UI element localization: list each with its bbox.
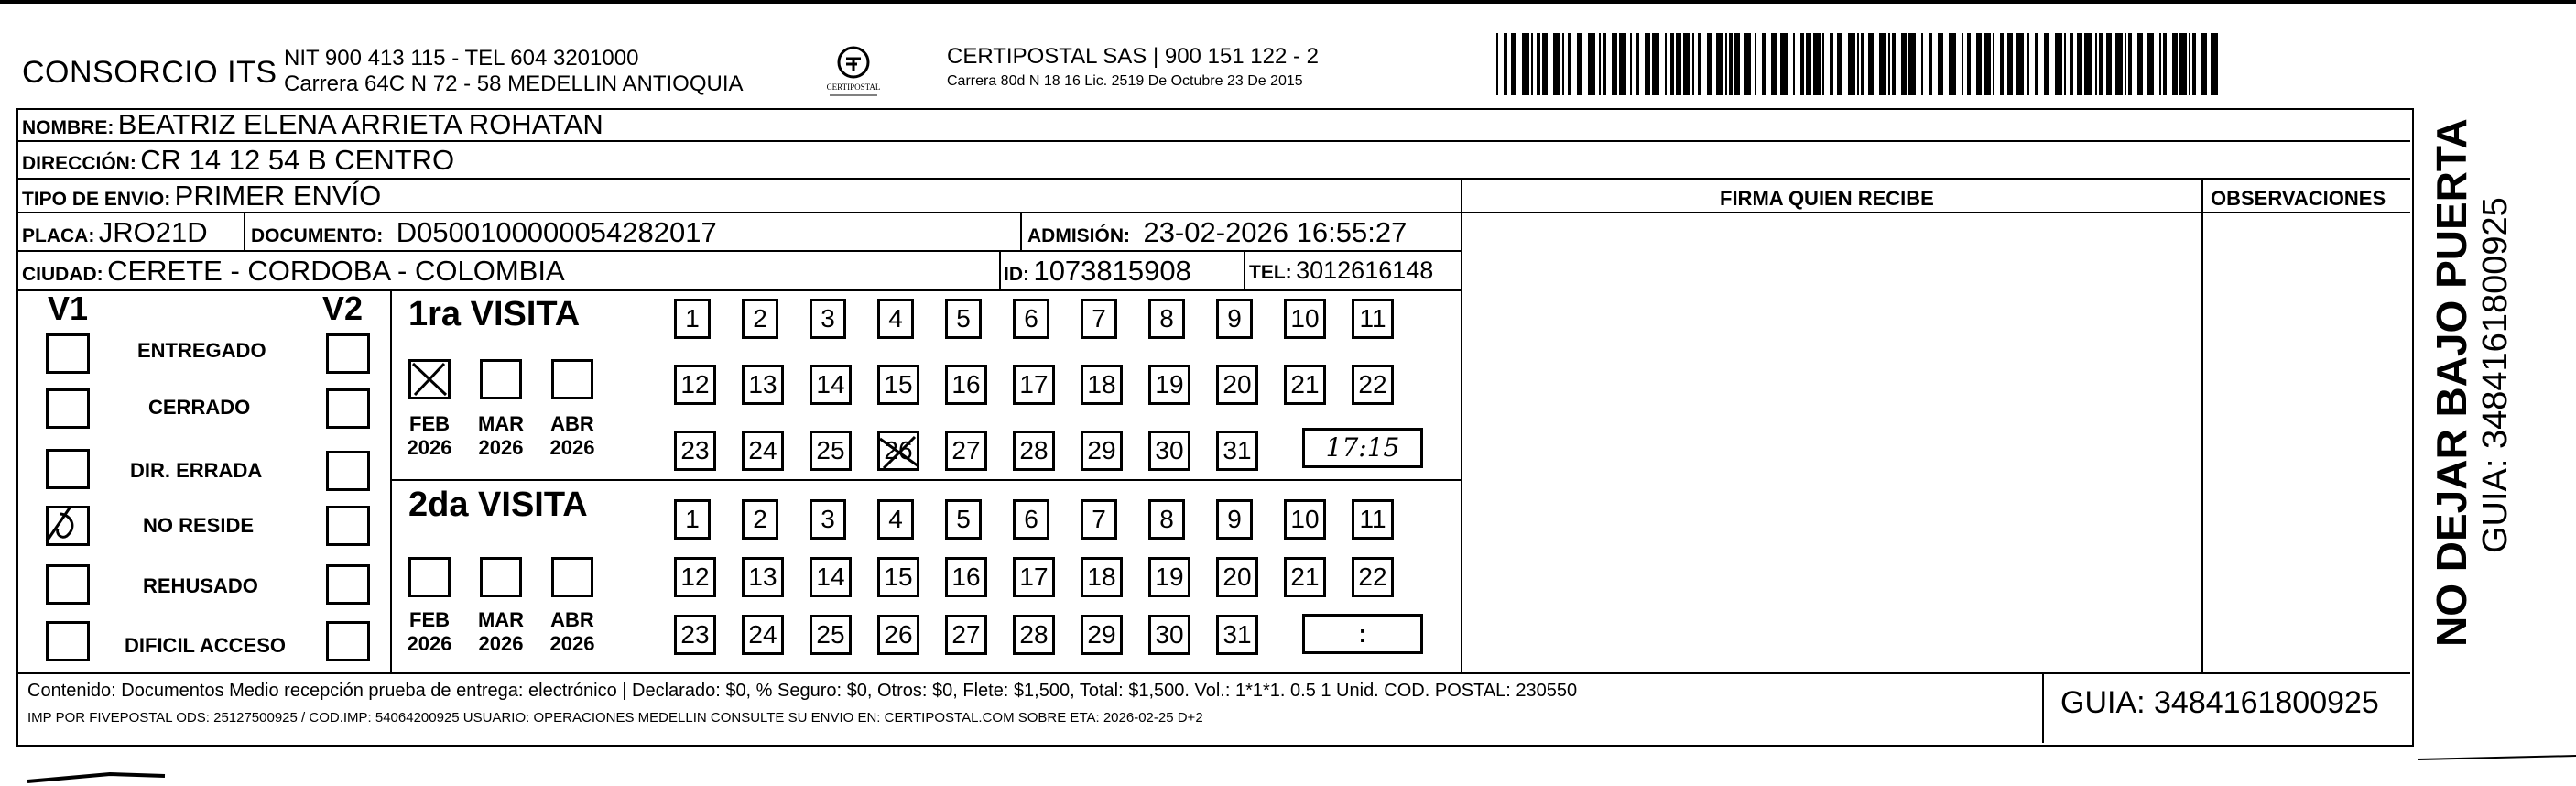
barcode-bar	[1780, 33, 1788, 95]
visit2-day-27[interactable]: 27	[945, 615, 987, 655]
barcode-bar	[1665, 33, 1667, 95]
barcode-bar	[1861, 33, 1864, 95]
visit1-month-abr-label: ABR 2026	[549, 412, 595, 459]
v2-header: V2	[322, 289, 364, 327]
v2-no-reside-checkbox[interactable]	[326, 506, 370, 546]
barcode-bar	[1725, 33, 1727, 95]
barcode-bar	[2077, 33, 2082, 95]
documento-label: DOCUMENTO:	[251, 225, 384, 246]
barcode-bar	[2007, 33, 2013, 95]
barcode-bar	[1496, 33, 1498, 95]
visit1-day-28[interactable]: 28	[1013, 431, 1055, 471]
barcode-bar	[1612, 33, 1617, 95]
visit1-day-27[interactable]: 27	[945, 431, 987, 471]
barcode-bar	[2055, 33, 2062, 95]
visit1-day-31[interactable]: 31	[1216, 431, 1258, 471]
status-label-no-reside: NO RESIDE	[143, 514, 255, 537]
barcode-bar	[1837, 33, 1842, 95]
visit2-day-7[interactable]: 7	[1081, 499, 1117, 540]
visit2-day-19[interactable]: 19	[1148, 557, 1190, 597]
visit1-day-12[interactable]: 12	[674, 365, 716, 405]
v1-no-reside-checkbox[interactable]	[46, 506, 90, 546]
barcode-bar	[1603, 33, 1606, 95]
barcode-bar	[2163, 33, 2167, 95]
barcode-bar	[2192, 33, 2196, 95]
barcode-bar	[1698, 33, 1701, 95]
visit2-day-12[interactable]: 12	[674, 557, 716, 597]
barcode-bar	[2189, 33, 2190, 95]
visit1-day-15[interactable]: 15	[877, 365, 919, 405]
visit1-time-field[interactable]: 17:15	[1302, 428, 1423, 468]
visit1-day-14[interactable]: 14	[810, 365, 852, 405]
barcode-bar	[1993, 33, 1994, 95]
v2-cerrado-checkbox[interactable]	[326, 388, 370, 429]
nombre-row	[22, 108, 603, 141]
side-notice: NO DEJAR BAJO PUERTA	[2428, 118, 2475, 647]
visit1-day-25[interactable]: 25	[810, 431, 852, 471]
visit2-day-22[interactable]: 22	[1352, 557, 1394, 597]
barcode-bar	[1652, 33, 1659, 95]
direccion-value: CR 14 12 54 B CENTRO	[140, 144, 455, 176]
barcode-bar	[1744, 33, 1751, 95]
v2-dir-errada-checkbox[interactable]	[326, 451, 370, 491]
visit1-day-22[interactable]: 22	[1352, 365, 1394, 405]
barcode-bar	[2044, 33, 2049, 95]
visit2-day-24[interactable]: 24	[742, 615, 784, 655]
handwritten-check-mark	[43, 501, 89, 547]
visit2-day-23[interactable]: 23	[674, 615, 716, 655]
barcode-bar	[1857, 33, 1859, 95]
barcode-bar	[1868, 33, 1874, 95]
id-value: 1073815908	[1033, 255, 1191, 287]
barcode-bar	[1771, 33, 1777, 95]
admision-cell	[1027, 216, 1407, 249]
status-label-entregado: ENTREGADO	[137, 339, 266, 362]
direccion-label: DIRECCIÓN:	[22, 153, 136, 174]
visit1-day-4[interactable]: 4	[877, 299, 914, 339]
barcode-bar	[1888, 33, 1890, 95]
visit1-month-feb-label: FEB 2026	[407, 412, 452, 459]
visit2-day-5[interactable]: 5	[945, 499, 982, 540]
firma-header: FIRMA QUIEN RECIBE	[1720, 187, 1934, 210]
barcode-bar	[1553, 33, 1560, 95]
visit1-month-abr-checkbox[interactable]	[551, 359, 593, 399]
barcode-bar	[1630, 33, 1632, 95]
barcode-bar	[1879, 33, 1886, 95]
visit2-day-11[interactable]: 11	[1352, 499, 1394, 540]
placa-value: JRO21D	[98, 216, 208, 248]
visit2-day-9[interactable]: 9	[1216, 499, 1253, 540]
barcode-bar	[2000, 33, 2004, 95]
barcode-bar	[1921, 33, 1923, 95]
barcode-bar	[1537, 33, 1540, 95]
visit1-day-30[interactable]: 30	[1148, 431, 1190, 471]
visit2-month-feb-label: FEB 2026	[407, 608, 452, 655]
nombre-label: NOMBRE:	[22, 117, 114, 138]
visit1-day-17[interactable]: 17	[1013, 365, 1055, 405]
visit2-day-1[interactable]: 1	[674, 499, 711, 540]
tipo-label: TIPO DE ENVIO:	[22, 189, 171, 210]
barcode-bar	[1707, 33, 1712, 95]
visit1-day-6[interactable]: 6	[1013, 299, 1049, 339]
visit2-day-20[interactable]: 20	[1216, 557, 1258, 597]
visit1-day-8[interactable]: 8	[1148, 299, 1185, 339]
v2-entregado-checkbox[interactable]	[326, 333, 370, 374]
barcode-bar	[2159, 33, 2161, 95]
status-label-rehusado: REHUSADO	[143, 574, 258, 597]
barcode-bar	[1984, 33, 1991, 95]
v1-rehusado-checkbox[interactable]	[46, 564, 90, 605]
visit2-day-25[interactable]: 25	[810, 615, 852, 655]
visit2-month-mar-label: MAR 2026	[477, 608, 525, 655]
visit2-month-abr-checkbox[interactable]	[551, 557, 593, 597]
barcode-bar	[1636, 33, 1639, 95]
status-label-cerrado: CERRADO	[148, 396, 251, 419]
ciudad-cell	[22, 255, 565, 288]
barcode-bar	[2016, 33, 2024, 95]
visit2-day-3[interactable]: 3	[810, 499, 846, 540]
scan-edge	[0, 747, 2576, 786]
admision-label: ADMISIÓN:	[1027, 225, 1130, 246]
visit1-day-11[interactable]: 11	[1352, 299, 1394, 339]
top-edge-line	[0, 0, 2576, 4]
id-label: ID:	[1004, 264, 1029, 285]
v1-dir-errada-checkbox[interactable]	[46, 449, 90, 489]
v2-dificil-acceso-checkbox[interactable]	[326, 621, 370, 661]
v1-cerrado-checkbox[interactable]	[46, 388, 90, 429]
v1-header: V1	[48, 289, 89, 327]
barcode-bar	[1577, 33, 1582, 95]
tel-cell	[1249, 257, 1433, 285]
barcode-bar	[1908, 33, 1916, 95]
barcode-bar	[1813, 33, 1821, 95]
visit2-day-21[interactable]: 21	[1284, 557, 1326, 597]
barcode-bar	[2125, 33, 2126, 95]
carrier-line: CERTIPOSTAL SAS | 900 151 122 - 2	[947, 44, 1319, 69]
tel-value: 3012616148	[1296, 257, 1434, 284]
barcode-bar	[1822, 33, 1824, 95]
barcode-bar	[1676, 33, 1681, 95]
barcode-bar	[1892, 33, 1896, 95]
barcode-bar	[1762, 33, 1766, 95]
ciudad-value: CERETE - CORDOBA - COLOMBIA	[107, 255, 565, 287]
barcode-bar	[1683, 33, 1690, 95]
visit2-day-26[interactable]: 26	[877, 615, 919, 655]
visit1-day-20[interactable]: 20	[1216, 365, 1258, 405]
barcode-bar	[1522, 33, 1529, 95]
visit2-day-31[interactable]: 31	[1216, 615, 1258, 655]
barcode-bar	[2064, 33, 2066, 95]
visit1-day-29[interactable]: 29	[1081, 431, 1123, 471]
visit1-day-5[interactable]: 5	[945, 299, 982, 339]
barcode-bar	[1716, 33, 1723, 95]
visit2-day-6[interactable]: 6	[1013, 499, 1049, 540]
barcode-bar	[1599, 33, 1601, 95]
placa-label: PLACA:	[22, 225, 95, 246]
side-border	[2412, 108, 2414, 745]
nit-line: NIT 900 413 115 - TEL 604 3201000	[284, 46, 639, 71]
tipo-value: PRIMER ENVÍO	[174, 180, 382, 212]
placa-cell	[22, 216, 208, 249]
visit1-day-2[interactable]: 2	[742, 299, 778, 339]
visit1-day-7[interactable]: 7	[1081, 299, 1117, 339]
barcode-bar	[1729, 33, 1733, 95]
barcode-bar	[1793, 33, 1795, 95]
visit1-day-13[interactable]: 13	[742, 365, 784, 405]
status-label-dir-errada: DIR. ERRADA	[130, 459, 263, 482]
visit2-title: 2da VISITA	[408, 486, 588, 524]
visit2-day-16[interactable]: 16	[945, 557, 987, 597]
visit1-month-mar-label: MAR 2026	[477, 412, 525, 459]
barcode-bar	[1670, 33, 1674, 95]
barcode-bar	[1562, 33, 1564, 95]
visit2-day-17[interactable]: 17	[1013, 557, 1055, 597]
barcode-bar	[2211, 33, 2218, 95]
visit1-day-23[interactable]: 23	[674, 431, 716, 471]
barcode-bar	[1588, 33, 1595, 95]
barcode-bar	[1645, 33, 1650, 95]
visit2-day-15[interactable]: 15	[877, 557, 919, 597]
visit1-month-feb-checkbox[interactable]	[408, 359, 451, 399]
logo-wordmark: CERTIPOSTAL	[826, 82, 881, 92]
documento-value: D0500100000054282017	[396, 216, 717, 248]
tipo-row	[22, 180, 381, 213]
barcode-bar	[1830, 33, 1833, 95]
barcode-bar	[2084, 33, 2092, 95]
barcode-bar	[1511, 33, 1516, 95]
visit2-time-field[interactable]: :	[1302, 614, 1423, 654]
tel-label: TEL:	[1249, 262, 1292, 283]
barcode-bar	[1901, 33, 1907, 95]
visit1-day-24[interactable]: 24	[742, 431, 784, 471]
barcode-bar	[1504, 33, 1507, 95]
visit2-day-14[interactable]: 14	[810, 557, 852, 597]
barcode	[1496, 33, 2225, 95]
barcode-bar	[2147, 33, 2154, 95]
visit1-day-19[interactable]: 19	[1148, 365, 1190, 405]
visit1-day-18[interactable]: 18	[1081, 365, 1123, 405]
barcode-bar	[2137, 33, 2143, 95]
visit1-day-9[interactable]: 9	[1216, 299, 1253, 339]
v1-dificil-acceso-checkbox[interactable]	[46, 621, 90, 661]
barcode-bar	[2128, 33, 2132, 95]
footer-content-line: Contenido: Documentos Medio recepción prueba de entrega: electrónico | Declarado: $0, % Seguro: $0, Otros: $0, Flete: $1,500, Total: $1,500. Vol.: 1*1*1. 0.5 1 Unid. COD. POSTAL: 230550	[27, 681, 1578, 701]
footer-guia: GUIA: 3484161800925	[2060, 685, 2379, 720]
day-x-mark-icon	[878, 433, 920, 470]
ciudad-label: CIUDAD:	[22, 264, 103, 285]
visit1-day-10[interactable]: 10	[1284, 299, 1326, 339]
barcode-bar	[2099, 33, 2103, 95]
visit2-day-28[interactable]: 28	[1013, 615, 1055, 655]
barcode-bar	[1929, 33, 1932, 95]
visit2-day-18[interactable]: 18	[1081, 557, 1123, 597]
barcode-bar	[1848, 33, 1855, 95]
barcode-bar	[1938, 33, 1943, 95]
visit2-day-29[interactable]: 29	[1081, 615, 1123, 655]
barcode-bar	[1568, 33, 1571, 95]
visit2-month-mar-checkbox[interactable]	[480, 557, 522, 597]
v2-rehusado-checkbox[interactable]	[326, 564, 370, 605]
nombre-value: BEATRIZ ELENA ARRIETA ROHATAN	[117, 108, 603, 140]
x-mark-icon	[411, 362, 448, 397]
brand-name: CONSORCIO ITS	[22, 55, 277, 90]
documento-cell	[251, 216, 717, 249]
visit1-day-16[interactable]: 16	[945, 365, 987, 405]
visit1-month-mar-checkbox[interactable]	[480, 359, 522, 399]
visit1-day-21[interactable]: 21	[1284, 365, 1326, 405]
barcode-bar	[1976, 33, 1982, 95]
admision-value: 23-02-2026 16:55:27	[1143, 216, 1408, 248]
visit1-day-1[interactable]: 1	[674, 299, 711, 339]
visit2-day-8[interactable]: 8	[1148, 499, 1185, 540]
barcode-bar	[1967, 33, 1971, 95]
visit2-day-4[interactable]: 4	[877, 499, 914, 540]
barcode-bar	[2027, 33, 2029, 95]
company-info	[284, 46, 744, 97]
v1-entregado-checkbox[interactable]	[46, 333, 90, 374]
barcode-bar	[1949, 33, 1956, 95]
direccion-row	[22, 144, 454, 177]
visit1-day-26[interactable]: 26	[877, 431, 919, 471]
status-label-dificil-acceso: DIFICIL ACCESO	[125, 634, 287, 657]
license-line: Carrera 80d N 18 16 Lic. 2519 De Octubre 23 De 2015	[947, 73, 1303, 89]
barcode-bar	[1962, 33, 1963, 95]
barcode-bar	[2179, 33, 2187, 95]
footer-print-line: IMP POR FIVEPOSTAL ODS: 25127500925 / COD.IMP: 54064200925 USUARIO: OPERACIONES MEDELLIN CONSULTE SU ENVIO EN: CERTIPOSTAL.COM SOBRE ETA: 2026-02-25 D+2	[27, 710, 1203, 726]
side-guia: GUIA: 3484161800925	[2476, 197, 2515, 553]
barcode-bar	[2115, 33, 2123, 95]
visit2-day-2[interactable]: 2	[742, 499, 778, 540]
barcode-bar	[1806, 33, 1811, 95]
visit1-day-3[interactable]: 3	[810, 299, 846, 339]
certipostal-logo	[824, 42, 883, 101]
barcode-bar	[2201, 33, 2207, 95]
barcode-bar	[1692, 33, 1694, 95]
barcode-bar	[2095, 33, 2097, 95]
visit2-month-feb-checkbox[interactable]	[408, 557, 451, 597]
id-cell	[1004, 255, 1191, 288]
barcode-bar	[2106, 33, 2112, 95]
barcode-bar	[1531, 33, 1533, 95]
visit2-day-30[interactable]: 30	[1148, 615, 1190, 655]
visit2-day-13[interactable]: 13	[742, 557, 784, 597]
barcode-bar	[2035, 33, 2038, 95]
observaciones-header: OBSERVACIONES	[2211, 187, 2386, 210]
barcode-bar	[1800, 33, 1804, 95]
barcode-bar	[1619, 33, 1626, 95]
barcode-bar	[2172, 33, 2178, 95]
barcode-bar	[2070, 33, 2073, 95]
barcode-bar	[1542, 33, 1548, 95]
visit2-day-10[interactable]: 10	[1284, 499, 1326, 540]
visit1-title: 1ra VISITA	[408, 295, 581, 333]
visit2-month-abr-label: ABR 2026	[549, 608, 595, 655]
barcode-bar	[1734, 33, 1740, 95]
address-line: Carrera 64C N 72 - 58 MEDELLIN ANTIOQUIA	[284, 71, 744, 96]
barcode-bar	[1755, 33, 1756, 95]
